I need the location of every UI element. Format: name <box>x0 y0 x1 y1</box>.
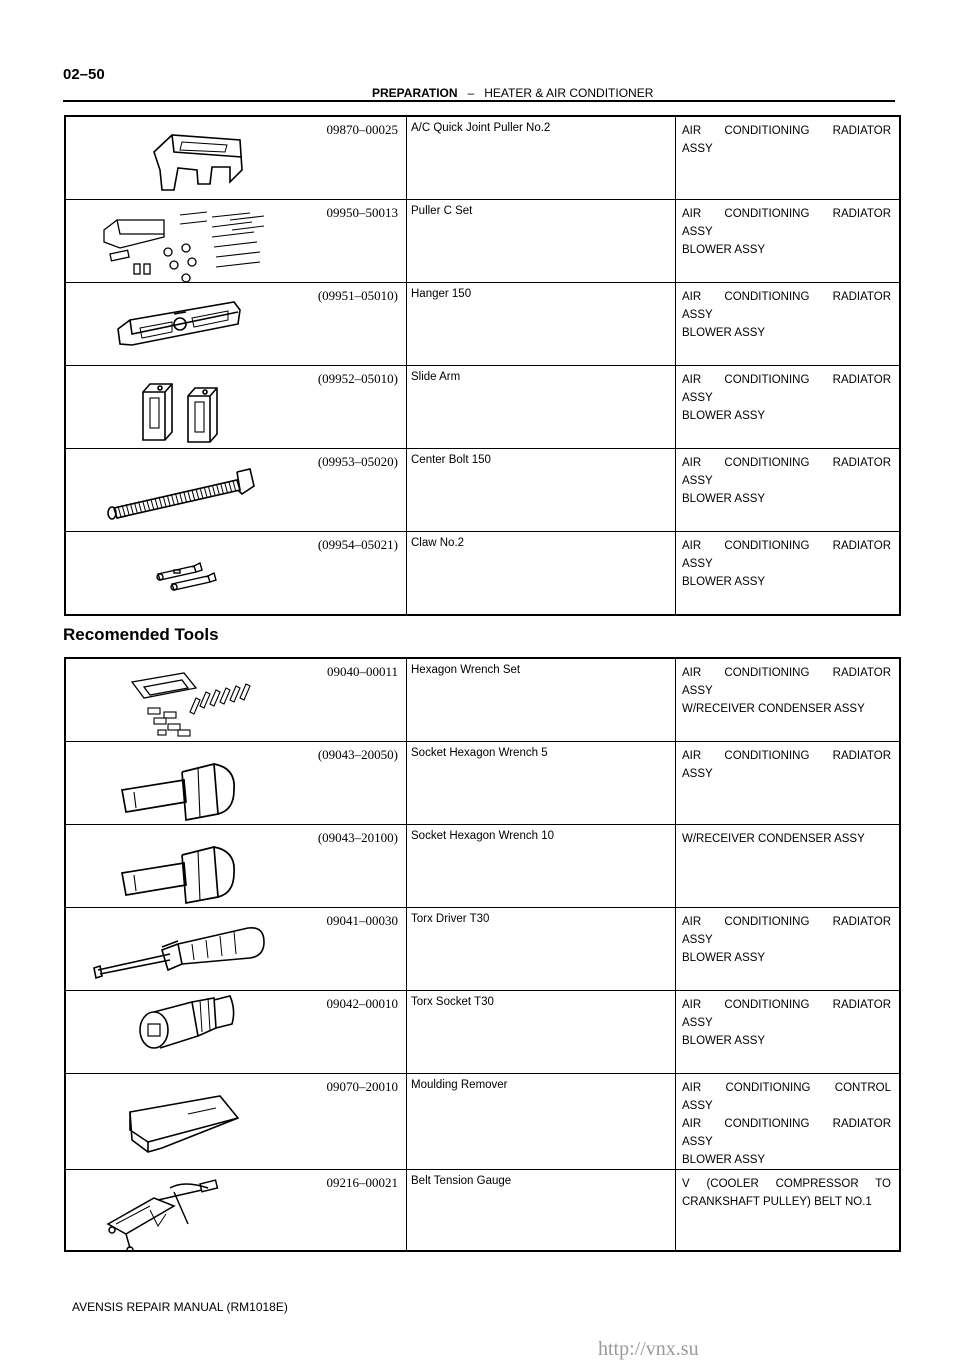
tool-usage-line: ASSY <box>682 685 713 697</box>
tool-name: Belt Tension Gauge <box>411 1174 512 1187</box>
tool-usage-line: V (COOLER COMPRESSOR TO <box>682 1177 891 1190</box>
tool-name-cell <box>407 116 676 199</box>
table-row <box>65 448 900 531</box>
table-row <box>65 282 900 365</box>
tool-usage-line: AIR CONDITIONING CONTROL <box>682 1081 891 1094</box>
tool-usage-cell <box>676 116 901 199</box>
tool-name: Hexagon Wrench Set <box>411 664 521 676</box>
page-number: 02–50 <box>63 66 105 83</box>
tool-usage-cell <box>676 365 901 448</box>
tool-illustration-cell <box>65 282 407 365</box>
tool-illustration-cell <box>65 116 407 199</box>
tool-usage-cell <box>676 1073 901 1169</box>
tool-usage-cell <box>676 282 901 365</box>
table-row <box>65 907 900 990</box>
tool-name-cell <box>407 1169 676 1251</box>
tool-illustration-cell <box>65 531 407 615</box>
tool-part-number: (09952–05010) <box>317 370 398 386</box>
tool-illustration-cell <box>65 990 407 1073</box>
tool-usage-cell <box>676 824 901 907</box>
tool-usage-line: AIR CONDITIONING RADIATOR <box>682 373 891 386</box>
table-row <box>65 990 900 1073</box>
tool-usage-line: W/RECEIVER CONDENSER ASSY <box>682 703 865 715</box>
tool-usage-line: AIR CONDITIONING RADIATOR <box>682 125 891 137</box>
table-row <box>65 741 900 824</box>
tool-usage-line: ASSY <box>682 767 713 780</box>
tool-name-cell <box>407 658 676 741</box>
watermark-link[interactable]: http://vnx.su <box>598 1338 699 1360</box>
tool-name: Socket Hexagon Wrench 10 <box>411 829 554 842</box>
tool-usage-line: W/RECEIVER CONDENSER ASSY <box>682 832 865 845</box>
tool-usage-line: ASSY <box>682 1099 713 1112</box>
tool-usage-line: ASSY <box>682 933 713 946</box>
tool-illustration-cell <box>65 741 407 824</box>
tool-part-number: 09042–00010 <box>326 995 398 1011</box>
tool-usage-line: AIR CONDITIONING RADIATOR <box>682 998 891 1011</box>
sst-table <box>64 115 901 616</box>
tool-name: Torx Socket T30 <box>411 995 494 1008</box>
tool-usage-line: BLOWER ASSY <box>682 409 766 422</box>
tool-illustration-cell <box>65 448 407 531</box>
tool-usage-cell <box>676 448 901 531</box>
tool-usage-line: ASSY <box>682 557 713 570</box>
tool-part-number: 09040–00011 <box>326 664 398 679</box>
tool-usage-line: ASSY <box>682 308 713 321</box>
recommended-tools-heading: Recomended Tools <box>63 625 219 644</box>
tool-usage-cell <box>676 741 901 824</box>
tool-usage-line: AIR CONDITIONING RADIATOR <box>682 456 891 469</box>
tool-name: A/C Quick Joint Puller No.2 <box>411 122 551 134</box>
tool-name: Puller C Set <box>411 204 473 217</box>
tool-name-cell <box>407 990 676 1073</box>
tool-part-number: (09954–05021) <box>317 536 398 552</box>
tool-usage-line: ASSY <box>682 1016 713 1029</box>
header-subtitle: HEATER & AIR CONDITIONER <box>484 86 654 100</box>
tool-name: Moulding Remover <box>411 1078 508 1091</box>
footer-manual-title: AVENSIS REPAIR MANUAL (RM1018E) <box>72 1300 288 1314</box>
table-row <box>65 1169 900 1251</box>
tool-part-number: (09951–05010) <box>317 287 398 303</box>
header-section: PREPARATION <box>372 86 458 100</box>
tool-name-cell <box>407 365 676 448</box>
tool-usage-line: BLOWER ASSY <box>682 326 766 339</box>
tool-illustration-cell <box>65 824 407 907</box>
tool-illustration-cell <box>65 365 407 448</box>
tool-name-cell <box>407 824 676 907</box>
tool-usage-line: BLOWER ASSY <box>682 492 766 505</box>
tool-usage-cell <box>676 199 901 282</box>
tool-name-cell <box>407 741 676 824</box>
table-row <box>65 531 900 615</box>
tool-name: Claw No.2 <box>411 536 465 549</box>
tool-name-cell <box>407 448 676 531</box>
tool-usage-line: CRANKSHAFT PULLEY) BELT NO.1 <box>682 1195 872 1208</box>
tool-usage-cell <box>676 907 901 990</box>
tool-illustration-cell <box>65 1169 407 1251</box>
tool-part-number: (09043–20050) <box>317 746 398 762</box>
table-row <box>65 1073 900 1169</box>
tool-part-number: 09041–00030 <box>326 912 398 928</box>
tool-usage-cell <box>676 990 901 1073</box>
tool-name: Torx Driver T30 <box>411 912 490 925</box>
tool-name-cell <box>407 1073 676 1169</box>
page-header <box>372 86 653 100</box>
tool-illustration-cell <box>65 907 407 990</box>
tool-usage-line: BLOWER ASSY <box>682 1153 766 1166</box>
table-row <box>65 199 900 282</box>
tool-usage-line: AIR CONDITIONING RADIATOR <box>682 207 891 220</box>
tool-usage-line: ASSY <box>682 474 713 487</box>
tool-usage-line: BLOWER ASSY <box>682 1034 766 1047</box>
header-rule <box>63 100 895 102</box>
tool-illustration-cell <box>65 658 407 741</box>
tool-part-number: 09216–00021 <box>326 1174 398 1190</box>
table-row <box>65 658 900 741</box>
tool-usage-line: BLOWER ASSY <box>682 243 766 256</box>
header-separator: – <box>467 86 475 100</box>
tool-usage-line: BLOWER ASSY <box>682 575 766 588</box>
tool-usage-line: ASSY <box>682 1135 713 1148</box>
tool-part-number: (09953–05020) <box>317 453 398 469</box>
tool-part-number: 09070–20010 <box>326 1078 398 1094</box>
tool-usage-cell <box>676 1169 901 1251</box>
tool-part-number: (09043–20100) <box>317 829 398 845</box>
tool-name-cell <box>407 282 676 365</box>
tool-name-cell <box>407 199 676 282</box>
tool-name-cell <box>407 531 676 615</box>
tool-usage-cell <box>676 531 901 615</box>
tool-illustration-cell <box>65 1073 407 1169</box>
tool-name: Center Bolt 150 <box>411 453 491 466</box>
table-row <box>65 824 900 907</box>
tool-name: Hanger 150 <box>411 287 472 300</box>
tool-usage-line: AIR CONDITIONING RADIATOR <box>682 290 891 303</box>
tool-name: Slide Arm <box>411 370 461 383</box>
tool-part-number: 09950–50013 <box>326 204 398 220</box>
tool-part-number: 09870–00025 <box>326 122 398 137</box>
tool-usage-line: ASSY <box>682 391 713 404</box>
tool-illustration-cell <box>65 199 407 282</box>
tool-usage-line: AIR CONDITIONING RADIATOR <box>682 667 891 679</box>
table-row <box>65 116 900 199</box>
tool-usage-line: BLOWER ASSY <box>682 951 766 964</box>
tool-usage-cell <box>676 658 901 741</box>
tool-usage-line: AIR CONDITIONING RADIATOR <box>682 915 891 928</box>
tool-name: Socket Hexagon Wrench 5 <box>411 746 548 759</box>
tool-name-cell <box>407 907 676 990</box>
tool-usage-line: AIR CONDITIONING RADIATOR <box>682 749 891 762</box>
tool-usage-line: AIR CONDITIONING RADIATOR <box>682 539 891 552</box>
tool-usage-line: AIR CONDITIONING RADIATOR <box>682 1117 891 1130</box>
table-row <box>65 365 900 448</box>
tool-usage-line: ASSY <box>682 225 713 238</box>
recommended-tools-table <box>64 657 901 1252</box>
tool-usage-line: ASSY <box>682 143 713 155</box>
